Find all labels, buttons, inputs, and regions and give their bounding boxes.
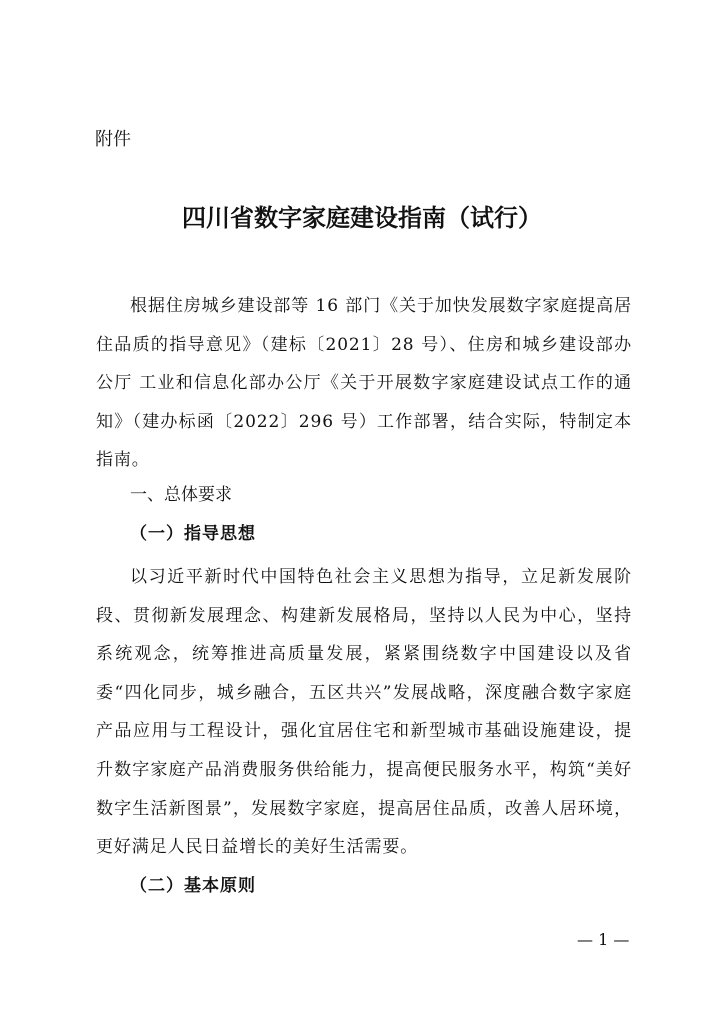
subsection-heading-basic-principles: （二）基本原则: [130, 876, 256, 896]
section-heading-general-requirements: 一、总体要求: [130, 485, 232, 505]
document-title: 四川省数字家庭建设指南（试行）: [182, 203, 542, 232]
page-number: — 1 —: [577, 930, 630, 949]
subsection-heading-guiding-ideology: （一）指导思想: [130, 524, 256, 544]
guiding-ideology-paragraph: 以习近平新时代中国特色社会主义思想为指导，立足新发展阶段、贯彻新发展理念、构建新发展格局，坚持以人民为中心，坚持系统观念，统筹推进高质量发展，紧紧围绕数字中国建设以及省委“四化同步，城乡融合，五区共兴”发展战略，深度融合数字家庭产品应用与工程设计，强化宜居住宅和新型城市基础设施建设，提升数字家庭产品消费服务供给能力，提高便民服务水平，构筑“美好数字生活新图景”，发展数字家庭，提高居住品质，改善人居环境，更好满足人民日益增长的美好生活需要。: [96, 567, 632, 858]
intro-paragraph: 根据住房城乡建设部等 16 部门《关于加快发展数字家庭提高居住品质的指导意见》（建标〔2021〕28 号）、住房和城乡建设部办公厅 工业和信息化部办公厅《关于开展数字家庭建设试点工作的通知》（建办标函〔2022〕296 号）工作部署，结合实际，特制定本指南。: [96, 296, 632, 471]
attachment-label: 附件: [95, 129, 131, 150]
